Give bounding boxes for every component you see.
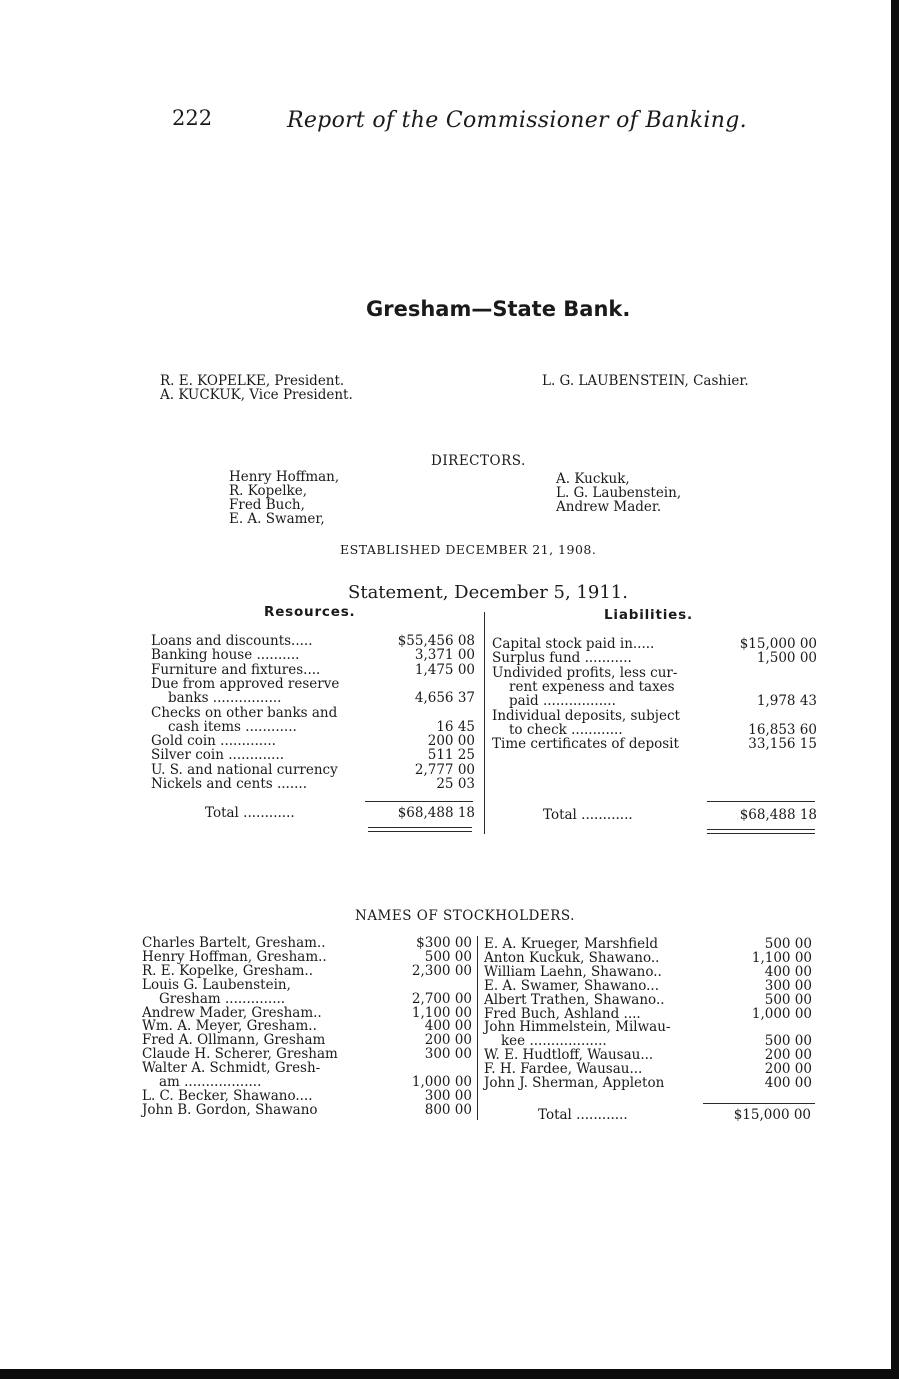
director: Henry Hoffman, — [229, 469, 340, 485]
resource-row — [151, 734, 475, 748]
liability-amount: $15,000 00 — [739, 636, 817, 652]
director: Andrew Mader. — [556, 499, 662, 515]
stockholder-name: kee .................. — [501, 1033, 607, 1050]
stockholder-row — [142, 992, 472, 1006]
resource-amount: $55,456 08 — [397, 633, 475, 649]
stockholder-row — [142, 1006, 472, 1020]
resource-amount: 3,371 00 — [414, 647, 475, 664]
stockholders-column-divider — [477, 936, 478, 1120]
stockholder-name: Henry Hoffman, Gresham.. — [142, 948, 327, 965]
stockholder-amount: 1,000 00 — [411, 1074, 472, 1090]
resources-total-rule — [365, 801, 473, 802]
resource-label: Loans and discounts..... — [151, 633, 313, 649]
resource-row — [151, 720, 475, 734]
resource-label: Furniture and fixtures.... — [151, 661, 321, 678]
page-number: 222 — [172, 106, 213, 130]
stockholder-row — [484, 1007, 812, 1021]
stockholder-name: William Laehn, Shawano.. — [484, 963, 662, 980]
director: E. A. Swamer, — [229, 511, 325, 527]
vice-president: A. KUCKUK, Vice President. — [160, 387, 353, 403]
stockholder-name: Claude H. Scherer, Gresham — [142, 1046, 338, 1063]
stockholder-row — [484, 937, 812, 951]
stockholder-amount: 1,100 00 — [751, 949, 812, 966]
liability-label: Individual deposits, subject — [492, 707, 680, 724]
liabilities-total-rule — [707, 801, 815, 802]
stockholder-row — [484, 1048, 812, 1062]
liabilities-total-amount: $68,488 18 — [739, 807, 817, 823]
stockholder-name: L. C. Becker, Shawano.... — [142, 1087, 313, 1104]
stockholder-amount: 200 00 — [424, 1032, 472, 1049]
stockholder-amount: 2,700 00 — [411, 990, 472, 1007]
resource-row — [151, 691, 475, 705]
stockholder-amount: 1,000 00 — [751, 1005, 812, 1022]
stockholder-name: Gresham .............. — [159, 990, 286, 1007]
liability-label: Capital stock paid in..... — [492, 636, 655, 652]
stockholder-row — [142, 950, 472, 964]
stockholder-row — [142, 1103, 472, 1117]
director: Fred Buch, — [229, 497, 305, 513]
stockholders-total-amount: $15,000 00 — [733, 1107, 811, 1123]
liability-amount: 16,853 60 — [748, 721, 817, 738]
bank-title: Gresham—State Bank. — [366, 297, 631, 321]
stockholder-row — [142, 1047, 472, 1061]
stockholder-name: Charles Bartelt, Gresham.. — [142, 935, 326, 951]
resource-row — [151, 777, 475, 791]
liabilities-double-rule — [707, 829, 815, 830]
established-line: ESTABLISHED DECEMBER 21, 1908. — [340, 542, 597, 557]
stockholder-row — [142, 978, 472, 992]
stockholder-row — [142, 1033, 472, 1047]
liability-row — [492, 666, 817, 680]
resource-row — [151, 763, 475, 777]
resource-amount: 4,656 37 — [414, 690, 475, 707]
resource-label: Due from approved reserve — [151, 675, 340, 692]
stockholder-name: Louis G. Laubenstein, — [142, 976, 291, 993]
resource-row — [151, 677, 475, 691]
resource-amount: 511 25 — [427, 747, 475, 764]
stockholder-amount: $300 00 — [416, 935, 472, 951]
stockholder-name: F. H. Fardee, Wausau... — [484, 1061, 643, 1078]
statement-title: Statement, December 5, 1911. — [348, 582, 628, 603]
stockholder-name: W. E. Hudtloff, Wausau... — [484, 1047, 654, 1064]
stockholder-name: am .................. — [159, 1074, 262, 1090]
liability-label: Undivided profits, less cur- — [492, 664, 678, 681]
resources-total-amount: $68,488 18 — [397, 805, 475, 821]
stockholder-name: Fred Buch, Ashland .... — [484, 1005, 641, 1022]
resource-label: Banking house .......... — [151, 647, 300, 664]
director: A. Kuckuk, — [556, 471, 630, 487]
resource-row — [151, 634, 475, 648]
liability-row — [492, 709, 817, 723]
liability-row — [492, 694, 817, 708]
resource-label: Nickels and cents ....... — [151, 776, 308, 792]
resource-amount: 25 03 — [436, 776, 475, 792]
resource-label: cash items ............ — [168, 718, 297, 735]
liability-row — [492, 680, 817, 694]
stockholder-amount: 200 00 — [764, 1061, 812, 1078]
cashier: L. G. LAUBENSTEIN, Cashier. — [542, 373, 749, 389]
resource-row — [151, 648, 475, 662]
stockholder-name: E. A. Krueger, Marshfield — [484, 936, 659, 952]
liability-label: paid ................. — [509, 693, 616, 710]
liability-label: Time certificates of deposit — [492, 736, 679, 753]
director: L. G. Laubenstein, — [556, 485, 682, 501]
stockholder-name: John J. Sherman, Appleton — [484, 1075, 665, 1091]
stockholder-row — [484, 993, 812, 1007]
stockholder-name: R. E. Kopelke, Gresham.. — [142, 962, 314, 979]
resources-heading: Resources. — [264, 604, 356, 620]
stockholder-row — [484, 951, 812, 965]
liability-amount: 1,978 43 — [756, 693, 817, 710]
liabilities-double-rule — [707, 833, 815, 834]
stockholder-row — [142, 964, 472, 978]
resource-label: banks ................ — [168, 690, 282, 707]
stockholder-row — [484, 965, 812, 979]
resource-label: Silver coin ............. — [151, 747, 285, 764]
liability-label: Surplus fund ........... — [492, 650, 632, 667]
stockholder-row — [142, 1089, 472, 1103]
stockholders-total-label: Total ............ — [538, 1107, 628, 1123]
stockholders-total-row — [538, 1108, 811, 1122]
stockholder-amount: 500 00 — [764, 1033, 812, 1050]
stockholder-row — [142, 936, 472, 950]
resource-row — [151, 663, 475, 677]
scan-edge-right — [891, 0, 899, 1379]
directors-left — [229, 470, 339, 526]
stockholder-row — [484, 979, 812, 993]
stockholders-heading: NAMES OF STOCKHOLDERS. — [355, 908, 575, 924]
stockholders-total-rule — [703, 1103, 815, 1104]
stockholder-name: Walter A. Schmidt, Gresh- — [142, 1060, 321, 1077]
running-title: Report of the Commissioner of Banking. — [287, 108, 747, 133]
stockholder-name: Fred A. Ollmann, Gresham — [142, 1032, 326, 1049]
stockholder-row — [142, 1061, 472, 1075]
resource-label: Checks on other banks and — [151, 704, 338, 721]
stockholder-amount: 1,100 00 — [411, 1004, 472, 1021]
stockholder-amount: 500 00 — [764, 936, 812, 952]
stockholder-name: Wm. A. Meyer, Gresham.. — [142, 1018, 317, 1035]
stockholder-amount: 300 00 — [764, 977, 812, 994]
stockholder-amount: 500 00 — [764, 991, 812, 1008]
stockholder-name: John Himmelstein, Milwau- — [484, 1019, 671, 1036]
stockholder-amount: 400 00 — [424, 1018, 472, 1035]
stockholder-name: E. A. Swamer, Shawano... — [484, 977, 660, 994]
resource-amount: 16 45 — [436, 718, 475, 735]
stockholder-amount: 400 00 — [764, 963, 812, 980]
directors-right — [556, 472, 681, 514]
resources-double-rule — [368, 831, 472, 832]
liability-amount: 33,156 15 — [748, 736, 817, 753]
stockholder-name: Anton Kuckuk, Shawano.. — [484, 949, 660, 966]
resource-label: Gold coin ............. — [151, 733, 276, 750]
liability-row — [492, 651, 817, 665]
resource-row — [151, 748, 475, 762]
stockholder-row — [142, 1075, 472, 1089]
stockholder-row — [142, 1019, 472, 1033]
stockholder-row — [484, 1020, 812, 1034]
stockholder-amount: 200 00 — [764, 1047, 812, 1064]
liabilities-total-row — [543, 808, 817, 822]
resources-total-label: Total ............ — [205, 805, 295, 821]
resources-double-rule — [368, 827, 472, 828]
resource-row — [151, 706, 475, 720]
liability-label: to check ............ — [509, 721, 623, 738]
resources-total-row — [205, 806, 475, 820]
liabilities-total-label: Total ............ — [543, 807, 633, 823]
stockholder-amount: 2,300 00 — [411, 962, 472, 979]
stockholder-amount: 400 00 — [764, 1075, 812, 1091]
stockholder-row — [484, 1062, 812, 1076]
stockholder-row — [484, 1076, 812, 1090]
stockholder-amount: 300 00 — [424, 1087, 472, 1104]
director: R. Kopelke, — [229, 483, 308, 499]
statement-column-divider — [484, 612, 485, 834]
stockholder-name: Albert Trathen, Shawano.. — [484, 991, 665, 1008]
directors-heading: DIRECTORS. — [431, 453, 526, 469]
liability-row — [492, 737, 817, 751]
liability-row — [492, 723, 817, 737]
stockholder-amount: 300 00 — [424, 1046, 472, 1063]
resource-label: U. S. and national currency — [151, 761, 338, 778]
president: R. E. KOPELKE, President. — [160, 373, 345, 389]
scan-edge-bottom — [0, 1369, 899, 1379]
liabilities-heading: Liabilities. — [604, 607, 693, 623]
resource-amount: 2,777 00 — [414, 761, 475, 778]
liability-label: rent expeness and taxes — [509, 678, 675, 695]
stockholder-row — [484, 1034, 812, 1048]
resource-amount: 200 00 — [427, 733, 475, 750]
resource-amount: 1,475 00 — [414, 661, 475, 678]
stockholder-name: Andrew Mader, Gresham.. — [142, 1004, 322, 1021]
liability-amount: 1,500 00 — [756, 650, 817, 667]
stockholder-amount: 500 00 — [424, 948, 472, 965]
stockholder-name: John B. Gordon, Shawano — [142, 1101, 318, 1118]
liability-row — [492, 637, 817, 651]
stockholder-amount: 800 00 — [424, 1101, 472, 1118]
